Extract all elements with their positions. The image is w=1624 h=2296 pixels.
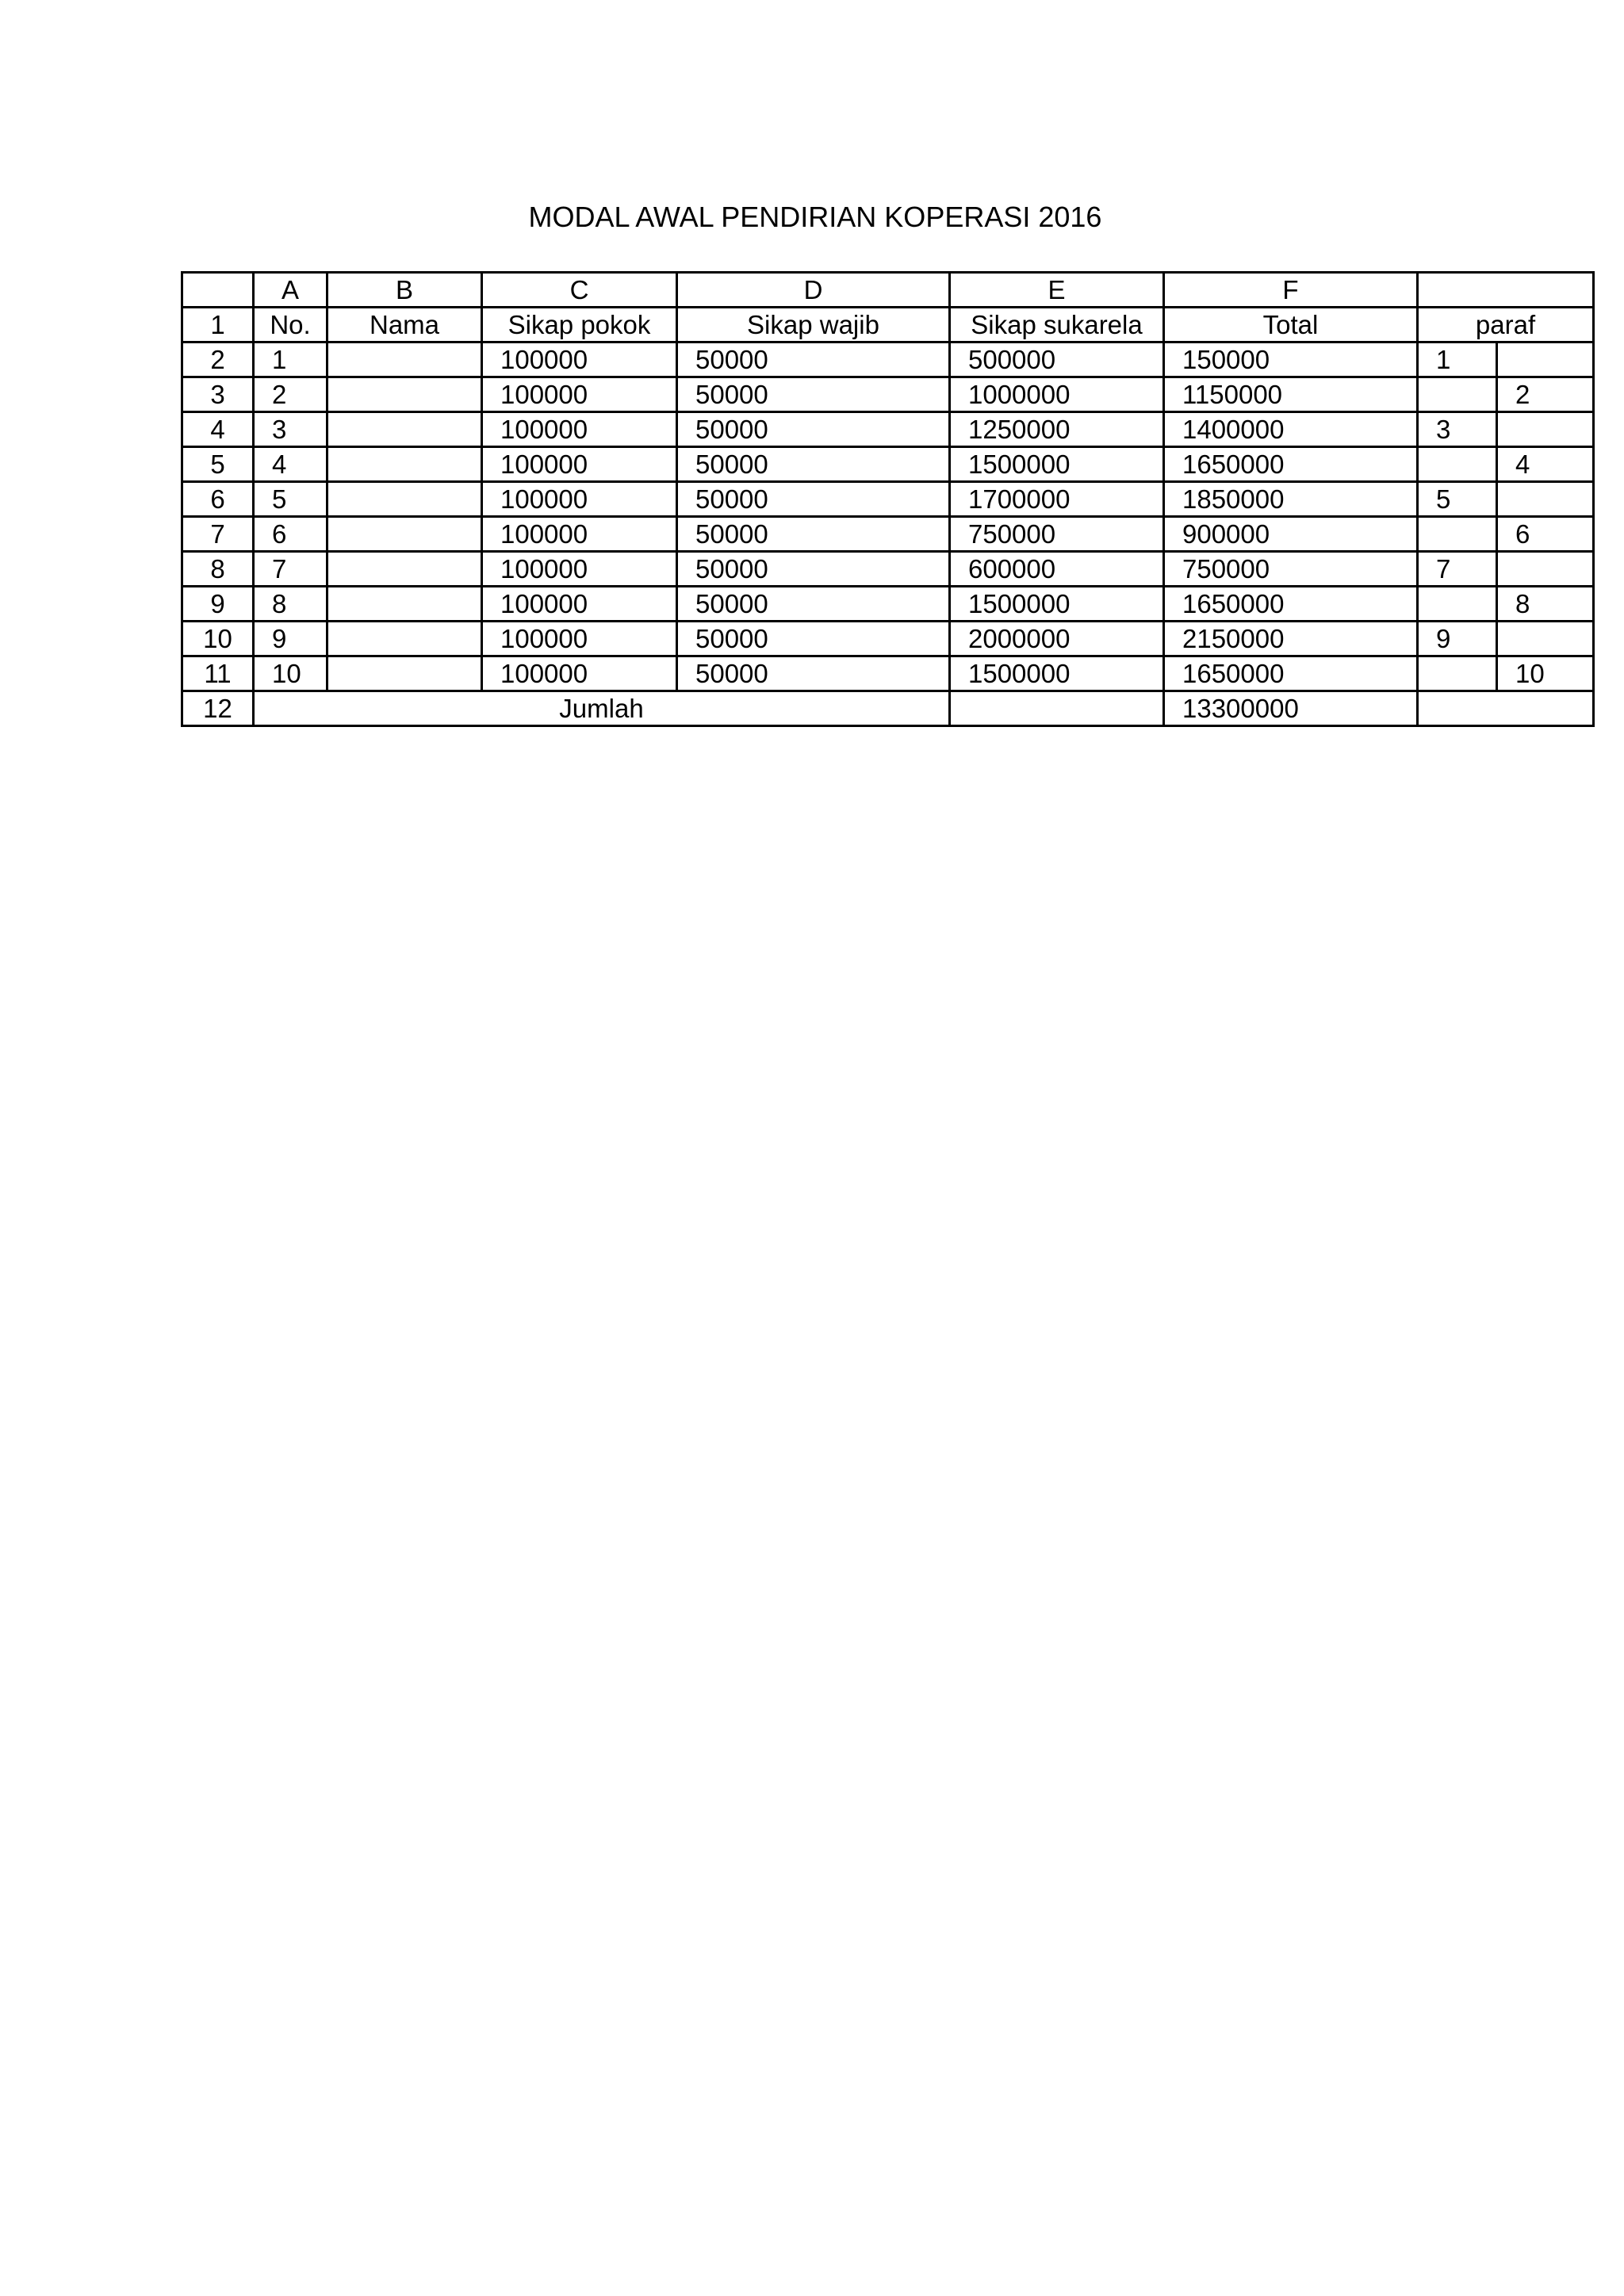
cell-no: 2 xyxy=(254,377,327,412)
cell-no: 7 xyxy=(254,552,327,587)
row-number: 3 xyxy=(182,377,254,412)
cell-sikap-wajib: 50000 xyxy=(677,377,950,412)
cell-paraf-right: 4 xyxy=(1497,447,1594,482)
cell-nama xyxy=(327,656,482,691)
cell-paraf-left xyxy=(1418,587,1497,622)
table-row xyxy=(182,587,1594,622)
capital-table xyxy=(181,271,1595,727)
cell-paraf-right: 6 xyxy=(1497,517,1594,552)
header-total: Total xyxy=(1164,308,1418,342)
cell-sikap-wajib: 50000 xyxy=(677,447,950,482)
cell-paraf-left: 5 xyxy=(1418,482,1497,517)
table-row xyxy=(182,552,1594,587)
column-letter-a: A xyxy=(254,273,327,308)
row-number: 12 xyxy=(182,691,254,726)
cell-nama xyxy=(327,447,482,482)
column-letter-f: F xyxy=(1164,273,1418,308)
cell-nama xyxy=(327,517,482,552)
column-letter-row xyxy=(182,273,1594,308)
cell-sikap-pokok: 100000 xyxy=(482,377,677,412)
header-paraf: paraf xyxy=(1418,308,1594,342)
row-number: 10 xyxy=(182,622,254,656)
table-row xyxy=(182,412,1594,447)
cell-total: 1650000 xyxy=(1164,447,1418,482)
column-letter-b: B xyxy=(327,273,482,308)
footer-row xyxy=(182,691,1594,726)
cell-total: 150000 xyxy=(1164,342,1418,377)
cell-sikap-pokok: 100000 xyxy=(482,482,677,517)
column-letter-e: E xyxy=(950,273,1164,308)
cell-paraf-right xyxy=(1497,622,1594,656)
cell-nama xyxy=(327,342,482,377)
row-number: 2 xyxy=(182,342,254,377)
cell-paraf-right: 2 xyxy=(1497,377,1594,412)
table-row xyxy=(182,482,1594,517)
cell-no: 3 xyxy=(254,412,327,447)
cell-sikap-wajib: 50000 xyxy=(677,622,950,656)
cell-paraf-right: 10 xyxy=(1497,656,1594,691)
header-sikap-sukarela: Sikap sukarela xyxy=(950,308,1164,342)
cell-sikap-sukarela: 1000000 xyxy=(950,377,1164,412)
cell-sikap-sukarela: 600000 xyxy=(950,552,1164,587)
cell-no: 9 xyxy=(254,622,327,656)
cell-total: 750000 xyxy=(1164,552,1418,587)
cell-nama xyxy=(327,622,482,656)
cell-total: 900000 xyxy=(1164,517,1418,552)
cell-no: 5 xyxy=(254,482,327,517)
row-number: 4 xyxy=(182,412,254,447)
row-number: 9 xyxy=(182,587,254,622)
cell-sikap-sukarela: 1700000 xyxy=(950,482,1164,517)
table-row xyxy=(182,656,1594,691)
cell-nama xyxy=(327,552,482,587)
table-row xyxy=(182,447,1594,482)
table-row xyxy=(182,342,1594,377)
cell-no: 4 xyxy=(254,447,327,482)
row-number: 5 xyxy=(182,447,254,482)
header-row xyxy=(182,308,1594,342)
header-nama: Nama xyxy=(327,308,482,342)
cell-sikap-sukarela: 500000 xyxy=(950,342,1164,377)
cell-sikap-wajib: 50000 xyxy=(677,552,950,587)
cell-sikap-wajib: 50000 xyxy=(677,517,950,552)
footer-empty-cell xyxy=(950,691,1164,726)
cell-total: 1150000 xyxy=(1164,377,1418,412)
cell-no: 6 xyxy=(254,517,327,552)
row-number: 8 xyxy=(182,552,254,587)
header-no: No. xyxy=(254,308,327,342)
cell-paraf-right xyxy=(1497,482,1594,517)
cell-sikap-wajib: 50000 xyxy=(677,342,950,377)
cell-nama xyxy=(327,412,482,447)
cell-paraf-left xyxy=(1418,447,1497,482)
cell-total: 1650000 xyxy=(1164,587,1418,622)
cell-paraf-right: 8 xyxy=(1497,587,1594,622)
row-number: 7 xyxy=(182,517,254,552)
cell-total: 1400000 xyxy=(1164,412,1418,447)
cell-sikap-pokok: 100000 xyxy=(482,587,677,622)
cell-paraf-left xyxy=(1418,517,1497,552)
cell-no: 8 xyxy=(254,587,327,622)
page-title: MODAL AWAL PENDIRIAN KOPERASI 2016 xyxy=(528,201,1102,233)
row-number: 1 xyxy=(182,308,254,342)
cell-sikap-pokok: 100000 xyxy=(482,622,677,656)
cell-sikap-sukarela: 1500000 xyxy=(950,447,1164,482)
cell-nama xyxy=(327,377,482,412)
cell-sikap-sukarela: 1500000 xyxy=(950,587,1164,622)
table-row xyxy=(182,377,1594,412)
row-number: 11 xyxy=(182,656,254,691)
cell-paraf-left: 9 xyxy=(1418,622,1497,656)
cell-nama xyxy=(327,482,482,517)
table-row xyxy=(182,517,1594,552)
column-letter-c: C xyxy=(482,273,677,308)
column-letter-blank xyxy=(1418,273,1594,308)
cell-sikap-sukarela: 2000000 xyxy=(950,622,1164,656)
cell-paraf-left: 1 xyxy=(1418,342,1497,377)
cell-sikap-pokok: 100000 xyxy=(482,517,677,552)
cell-sikap-sukarela: 1500000 xyxy=(950,656,1164,691)
cell-sikap-wajib: 50000 xyxy=(677,587,950,622)
cell-total: 1650000 xyxy=(1164,656,1418,691)
cell-no: 10 xyxy=(254,656,327,691)
cell-sikap-pokok: 100000 xyxy=(482,552,677,587)
footer-total: 13300000 xyxy=(1164,691,1418,726)
table-row xyxy=(182,622,1594,656)
cell-sikap-sukarela: 750000 xyxy=(950,517,1164,552)
cell-sikap-pokok: 100000 xyxy=(482,342,677,377)
cell-total: 2150000 xyxy=(1164,622,1418,656)
cell-sikap-wajib: 50000 xyxy=(677,412,950,447)
cell-sikap-sukarela: 1250000 xyxy=(950,412,1164,447)
cell-no: 1 xyxy=(254,342,327,377)
cell-total: 1850000 xyxy=(1164,482,1418,517)
cell-paraf-left: 3 xyxy=(1418,412,1497,447)
header-sikap-pokok: Sikap pokok xyxy=(482,308,677,342)
cell-paraf-left: 7 xyxy=(1418,552,1497,587)
footer-paraf-cell xyxy=(1418,691,1594,726)
cell-paraf-left xyxy=(1418,377,1497,412)
corner-cell xyxy=(182,273,254,308)
cell-paraf-right xyxy=(1497,412,1594,447)
cell-paraf-right xyxy=(1497,552,1594,587)
cell-paraf-right xyxy=(1497,342,1594,377)
column-letter-d: D xyxy=(677,273,950,308)
cell-paraf-left xyxy=(1418,656,1497,691)
cell-sikap-pokok: 100000 xyxy=(482,447,677,482)
cell-sikap-pokok: 100000 xyxy=(482,412,677,447)
header-sikap-wajib: Sikap wajib xyxy=(677,308,950,342)
cell-sikap-pokok: 100000 xyxy=(482,656,677,691)
cell-nama xyxy=(327,587,482,622)
cell-sikap-wajib: 50000 xyxy=(677,482,950,517)
row-number: 6 xyxy=(182,482,254,517)
footer-label: Jumlah xyxy=(254,691,950,726)
cell-sikap-wajib: 50000 xyxy=(677,656,950,691)
